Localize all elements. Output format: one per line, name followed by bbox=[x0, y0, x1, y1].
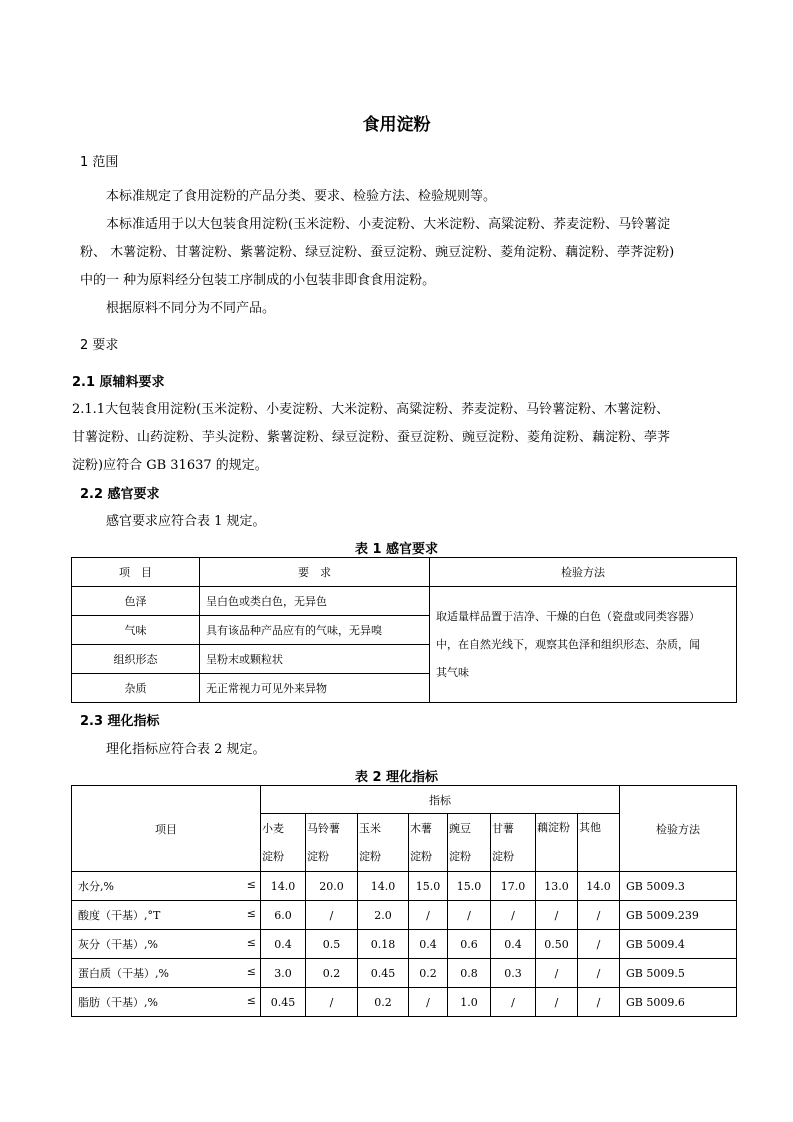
method-line-2: 中，在自然光线下，观察其色泽和组织形态、杂质，闻 bbox=[436, 637, 700, 651]
col-header bbox=[578, 814, 620, 872]
value-cell: / bbox=[491, 901, 536, 930]
le-symbol: ≤ bbox=[246, 936, 256, 949]
table-row bbox=[72, 901, 737, 930]
value-cell: 0.2 bbox=[409, 959, 448, 988]
row-item-label: 蛋白质（干基）,% bbox=[78, 967, 169, 980]
col-header-line-1: 木薯 bbox=[410, 821, 432, 835]
table-header-row bbox=[72, 558, 737, 587]
page-title: 食用淀粉 bbox=[362, 115, 431, 135]
col-header bbox=[536, 814, 578, 872]
section-2-1-1-line-1: 2.1.1大包装食用淀粉(玉米淀粉、小麦淀粉、大米淀粉、高粱淀粉、荞麦淀粉、马铃薯淀粉、木薯淀粉、 bbox=[72, 402, 670, 417]
section-1-heading: 1 范围 bbox=[80, 155, 119, 170]
value-cell: / bbox=[536, 988, 578, 1017]
value-cell: 13.0 bbox=[536, 872, 578, 901]
method-cell: GB 5009.4 bbox=[620, 930, 737, 959]
col-header-line-2: 淀粉 bbox=[307, 849, 329, 863]
scope-paragraph-2-line-3: 中的一 种为原料经分包装工序制成的小包装非即食食用淀粉。 bbox=[80, 273, 436, 288]
col-header-line-2: 淀粉 bbox=[262, 849, 284, 863]
row-requirement: 无正常视力可见外来异物 bbox=[200, 674, 430, 703]
le-symbol: ≤ bbox=[246, 994, 256, 1007]
value-cell: 0.4 bbox=[261, 930, 306, 959]
value-cell: 20.0 bbox=[306, 872, 358, 901]
value-cell: 14.0 bbox=[578, 872, 620, 901]
row-requirement: 呈粉末或颗粒状 bbox=[200, 645, 430, 674]
value-cell: 0.4 bbox=[491, 930, 536, 959]
sensory-requirements-table bbox=[71, 557, 737, 703]
value-cell: / bbox=[536, 901, 578, 930]
value-cell: 2.0 bbox=[358, 901, 409, 930]
value-cell: 6.0 bbox=[261, 901, 306, 930]
row-requirement: 呈白色或类白色，无异色 bbox=[200, 587, 430, 616]
section-2-heading: 2 要求 bbox=[80, 338, 119, 353]
row-item: 杂质 bbox=[72, 674, 200, 703]
value-cell: 0.4 bbox=[409, 930, 448, 959]
method-cell: GB 5009.5 bbox=[620, 959, 737, 988]
row-item: 色泽 bbox=[72, 587, 200, 616]
method-cell bbox=[430, 587, 737, 703]
le-symbol: ≤ bbox=[246, 907, 256, 920]
row-requirement: 具有该品种产品应有的气味，无异嗅 bbox=[200, 616, 430, 645]
value-cell: / bbox=[578, 930, 620, 959]
col-header-line-1: 马铃薯 bbox=[307, 821, 340, 835]
value-cell: 15.0 bbox=[409, 872, 448, 901]
value-cell: / bbox=[306, 901, 358, 930]
value-cell: 0.6 bbox=[448, 930, 491, 959]
value-cell: / bbox=[306, 988, 358, 1017]
value-cell: 0.45 bbox=[261, 988, 306, 1017]
scope-paragraph-2-line-1: 本标准适用于以大包装食用淀粉(玉米淀粉、小麦淀粉、大米淀粉、高粱淀粉、荞麦淀粉、马铃薯淀 bbox=[106, 217, 671, 232]
row-item bbox=[72, 959, 261, 988]
section-2-1-heading: 2.1 原辅料要求 bbox=[72, 375, 165, 390]
value-cell: / bbox=[409, 901, 448, 930]
method-line-1: 取适量样品置于洁净、干燥的白色（瓷盘或同类容器） bbox=[436, 609, 700, 623]
header-method: 检验方法 bbox=[430, 558, 737, 587]
table-row bbox=[72, 872, 737, 901]
value-cell: 0.45 bbox=[358, 959, 409, 988]
method-cell: GB 5009.6 bbox=[620, 988, 737, 1017]
header-indicator: 指标 bbox=[261, 786, 620, 814]
col-header bbox=[448, 814, 491, 872]
value-cell: / bbox=[448, 901, 491, 930]
row-item bbox=[72, 930, 261, 959]
header-requirement: 要 求 bbox=[200, 558, 430, 587]
table-1-caption: 表 1 感官要求 bbox=[354, 542, 439, 557]
table-row bbox=[72, 959, 737, 988]
value-cell: 0.18 bbox=[358, 930, 409, 959]
row-item-label: 酸度（干基）,°T bbox=[78, 909, 161, 922]
section-2-2-text: 感官要求应符合表 1 规定。 bbox=[106, 514, 266, 529]
value-cell: 17.0 bbox=[491, 872, 536, 901]
value-cell: / bbox=[491, 988, 536, 1017]
row-item-label: 脂肪（干基）,% bbox=[78, 996, 158, 1009]
scope-paragraph-3: 根据原料不同分为不同产品。 bbox=[106, 301, 276, 316]
col-header bbox=[261, 814, 306, 872]
value-cell: / bbox=[536, 959, 578, 988]
col-header-line-1: 小麦 bbox=[262, 821, 284, 835]
table-row bbox=[72, 988, 737, 1017]
value-cell: 0.50 bbox=[536, 930, 578, 959]
value-cell: 3.0 bbox=[261, 959, 306, 988]
le-symbol: ≤ bbox=[246, 965, 256, 978]
method-line-3: 其气味 bbox=[436, 665, 469, 679]
header-method: 检验方法 bbox=[620, 786, 737, 872]
header-item: 项 目 bbox=[72, 558, 200, 587]
row-item: 组织形态 bbox=[72, 645, 200, 674]
col-header-line-1: 豌豆 bbox=[449, 821, 471, 835]
row-item bbox=[72, 988, 261, 1017]
value-cell: / bbox=[578, 901, 620, 930]
table-row bbox=[72, 930, 737, 959]
value-cell: 1.0 bbox=[448, 988, 491, 1017]
row-item bbox=[72, 901, 261, 930]
section-2-3-heading: 2.3 理化指标 bbox=[80, 714, 160, 729]
section-2-2-heading: 2.2 感官要求 bbox=[80, 487, 160, 502]
value-cell: 14.0 bbox=[358, 872, 409, 901]
col-header-line-1: 其他 bbox=[579, 821, 601, 834]
col-header bbox=[491, 814, 536, 872]
row-item-label: 水分,% bbox=[78, 880, 114, 893]
value-cell: 0.3 bbox=[491, 959, 536, 988]
col-header-line-2: 淀粉 bbox=[449, 849, 471, 863]
value-cell: 0.2 bbox=[358, 988, 409, 1017]
section-2-3-text: 理化指标应符合表 2 规定。 bbox=[106, 742, 266, 757]
table-header-row bbox=[72, 786, 737, 814]
col-header-line-2: 淀粉 bbox=[492, 849, 514, 863]
col-header bbox=[306, 814, 358, 872]
col-header-line-2: 淀粉 bbox=[410, 849, 432, 863]
value-cell: 15.0 bbox=[448, 872, 491, 901]
scope-paragraph-2-line-2: 粉、 木薯淀粉、甘薯淀粉、紫薯淀粉、绿豆淀粉、蚕豆淀粉、豌豆淀粉、菱角淀粉、藕淀粉、荸荠淀粉) bbox=[80, 245, 675, 260]
value-cell: / bbox=[578, 988, 620, 1017]
value-cell: 0.2 bbox=[306, 959, 358, 988]
section-2-1-1-line-3: 淀粉)应符合 GB 31637 的规定。 bbox=[72, 458, 268, 473]
col-header-line-1: 玉米 bbox=[359, 821, 381, 835]
method-cell: GB 5009.239 bbox=[620, 901, 737, 930]
section-2-1-1-line-2: 甘薯淀粉、山药淀粉、芋头淀粉、紫薯淀粉、绿豆淀粉、蚕豆淀粉、豌豆淀粉、菱角淀粉、藕淀粉、荸荠 bbox=[72, 430, 671, 445]
value-cell: 0.5 bbox=[306, 930, 358, 959]
col-header-line-2: 淀粉 bbox=[359, 849, 381, 863]
le-symbol: ≤ bbox=[246, 878, 256, 891]
row-item-label: 灰分（干基）,% bbox=[78, 938, 158, 951]
row-item bbox=[72, 872, 261, 901]
scope-paragraph-1: 本标准规定了食用淀粉的产品分类、要求、检验方法、检验规则等。 bbox=[106, 189, 497, 204]
physicochemical-table bbox=[71, 785, 737, 1017]
value-cell: 14.0 bbox=[261, 872, 306, 901]
table-2-caption: 表 2 理化指标 bbox=[354, 770, 439, 785]
value-cell: / bbox=[578, 959, 620, 988]
value-cell: / bbox=[409, 988, 448, 1017]
method-cell: GB 5009.3 bbox=[620, 872, 737, 901]
table-row bbox=[72, 587, 737, 616]
row-item: 气味 bbox=[72, 616, 200, 645]
header-item: 项目 bbox=[72, 786, 261, 872]
col-header-line-1: 甘薯 bbox=[492, 821, 514, 835]
col-header-line-1: 藕淀粉 bbox=[537, 821, 570, 834]
value-cell: 0.8 bbox=[448, 959, 491, 988]
col-header bbox=[358, 814, 409, 872]
col-header bbox=[409, 814, 448, 872]
